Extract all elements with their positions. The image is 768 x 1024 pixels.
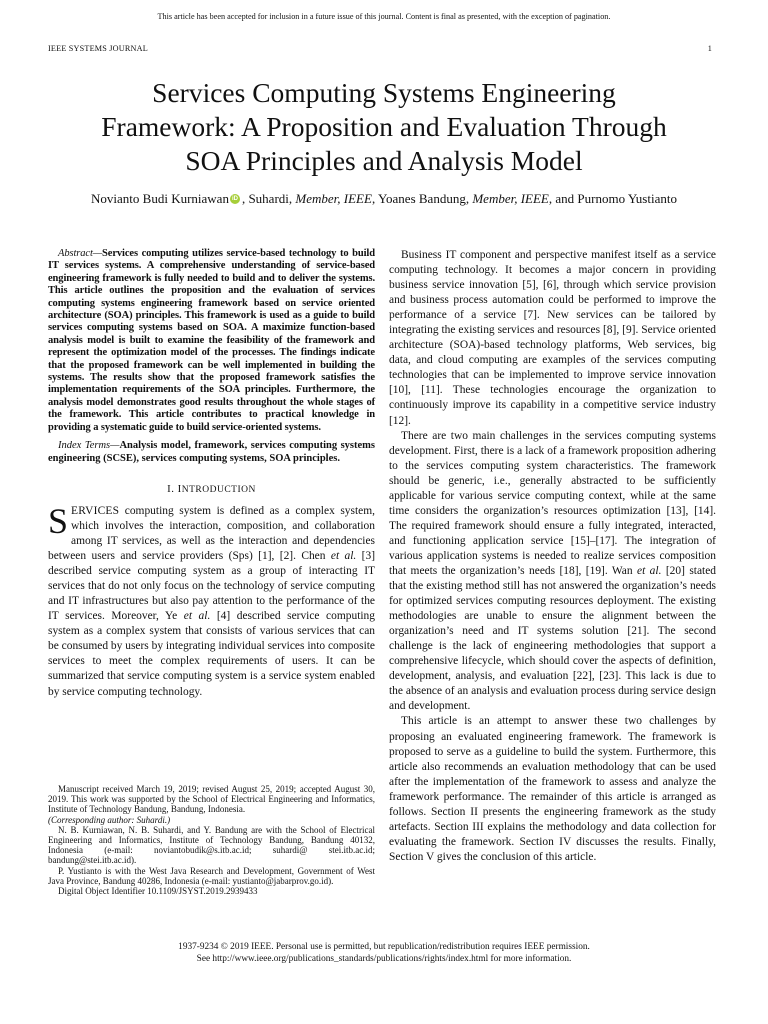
title-line-1: Services Computing Systems Engineering [152,77,616,108]
journal-name: IEEE SYSTEMS JOURNAL [48,44,148,53]
footnote-affiliation-2: P. Yustianto is with the West Java Research and Development, Government of West Java Province, Bandung 40286, Indonesia (e-mail: yustianto@jabarprov.go.id). [48,865,375,886]
right-column [389,248,716,865]
footnote-manuscript: Manuscript received March 19, 2019; revised August 25, 2019; accepted August 30, 2019. This work was supported by the School of Electrical Engineering and Informatics, Institute of Technology Bandung, Bandung, Indonesia. (Corresponding author: Suhardi.) [48,784,375,825]
abstract [48,248,375,434]
page-number: 1 [707,44,712,53]
index-terms [48,440,375,465]
index-terms-text: Analysis model, framework, services computing systems engineering (SCSE), services computing systems, SOA principles. [48,440,375,464]
acceptance-note: This article has been accepted for inclusion in a future issue of this journal. Content is final as presented, with the exception of pagination. [157,12,611,21]
footnote-affiliation-1: N. B. Kurniawan, N. B. Suhardi, and Y. Bandung are with the School of Electrical Engineering and Informatics, Institute of Technology Bandung, Bandung 40132, Indonesia (e-mail: noviantobudik@s.itb.ac.id; suhardi@ stei.itb.ac.id; bandung@stei.itb.ac.id). [48,824,375,866]
section-heading-introduction: I. INTRODUCTION [167,482,256,495]
abstract-text: Services computing utilizes service-based technology to build IT services systems. A comprehensive understanding of service-based engineering framework is fully needed to build and to deliver the systems. This article outlines the proposition and the evaluation of services computing systems engineering framework based on service oriented architecture (SOA) principles. This framework is used as a guide to build services computing systems based on SOA. A maximize function-based analysis model is built to examine the feasibility of the framework and represent the optimization model of the processes. The findings indicate that the proposed framework can be well implemented in building the systems. The results show that the proposed framework satisfies the implementation requirements of the SOA principles. Furthermore, the analysis model demonstrates good results throughout the whole stages of the framework. This article contributes to practical knowledge in providing a systematic guide to build service-oriented systems. [48,248,375,433]
first-page-footnote [48,784,375,896]
drop-cap: S [48,500,69,541]
rights-url-line[interactable]: See http://www.ieee.org/publications_standards/publications/rights/index.html for more information. [196,954,572,964]
running-header [48,44,720,53]
intro-paragraph: SERVICES computing system is defined as a complex system, which involves the interaction, composition, and collaboration among IT services, as well as the interaction and dependencies between users and service providers (Sps) [1], [2]. Chen et al. [3] described service computing system as a group of interacting IT services that do not only focus on the technology of service computing and IT infrastructures but also pay attention to the performance of the IT services. Moreover, Ye et al. [4] described service computing system as a complex system that consists of various services that can be consumed by users by integrating individual services into composite services to meet the complex requirements of users. It can be summarized that service computing system is a service system enabled by service computing technology. [48,500,376,698]
body-paragraph-2: There are two main challenges in the services computing systems development. First, there is a lack of a framework proposition adhering to the services computing system characteristics. The framework should be generic, i.e., generally abstracted to be sufficiently applicable for various service computing context, while at the same time considers the organization’s resources optimization [13], [14]. The required framework should ensure a fully integrated, interacted, and functioning application service [15]–[17]. The integration of various application systems is needed to realize services composition that meets the organization’s needs [18], [19]. Wan et al. [20] stated that the existing method still has not answered the organization’s needs for optimized services computing resources deployment. The existing methodologies are unable to ensure the alignment between the organization’s need and IT systems solution [21]. The second challenge is the lack of engineering methodologies that support a comprehensive lifecycle, which should cover the aspects of definition, development, analysis, and evaluation [22], [23]. This lack is due to the absence of an analysis and evaluation process during service design and development. [389,429,716,713]
copyright-line: 1937-9234 © 2019 IEEE. Personal use is permitted, but republication/redistribution requires IEEE permission. [178,942,590,952]
author-kurniawan: Novianto Budi Kurniawan [91,191,229,206]
doi[interactable]: Digital Object Identifier 10.1109/JSYST.2019.2939433 [58,886,258,897]
abstract-label: Abstract— [58,248,103,259]
body-paragraph-3: This article is an attempt to answer these two challenges by proposing an evaluated engineering framework. The framework is proposed to serve as a guideline to build the system. Furthermore, this article also recommends an evaluation methodology that can be used after the implementation of the framework to assess and analyze the framework performance. The remainder of this article is arranged as follows. Section II presents the engineering framework as the study artefacts. Section III explains the methodology and data collection for evaluating the framework. Section IV discusses the results. Finally, Section V gives the conclusion of this article. [389,715,716,863]
index-terms-label: Index Terms— [58,440,120,452]
author-list: Novianto Budi Kurniawan iD , Suhardi, Member, IEEE, Yoanes Bandung, Member, IEEE, and Purnomo Yustianto [91,191,677,206]
body-paragraph-1: Business IT component and perspective manifest itself as a service computing technology. It becomes a major concern in providing business service innovation [5], [6], through which service provision and business process automation could be performed to improve the performance of a service [7]. New services can be tailored by integrating the existing services and resources [8], [9]. Service oriented architecture (SOA)-based technology platforms, Web services, big data, and cloud computing are examples of the services computing technologies that can be implemented to improve service innovation [10], [11]. These technologies encourage the organization to continuously improve its capability in a competitive service industry [12]. [389,249,716,427]
title-line-2: Framework: A Proposition and Evaluation Through [101,111,667,142]
left-column [48,248,375,700]
title-line-3: SOA Principles and Analysis Model [185,145,583,176]
paper-title [40,76,728,178]
copyright-footer [0,941,768,965]
orcid-icon[interactable]: iD [231,196,238,202]
